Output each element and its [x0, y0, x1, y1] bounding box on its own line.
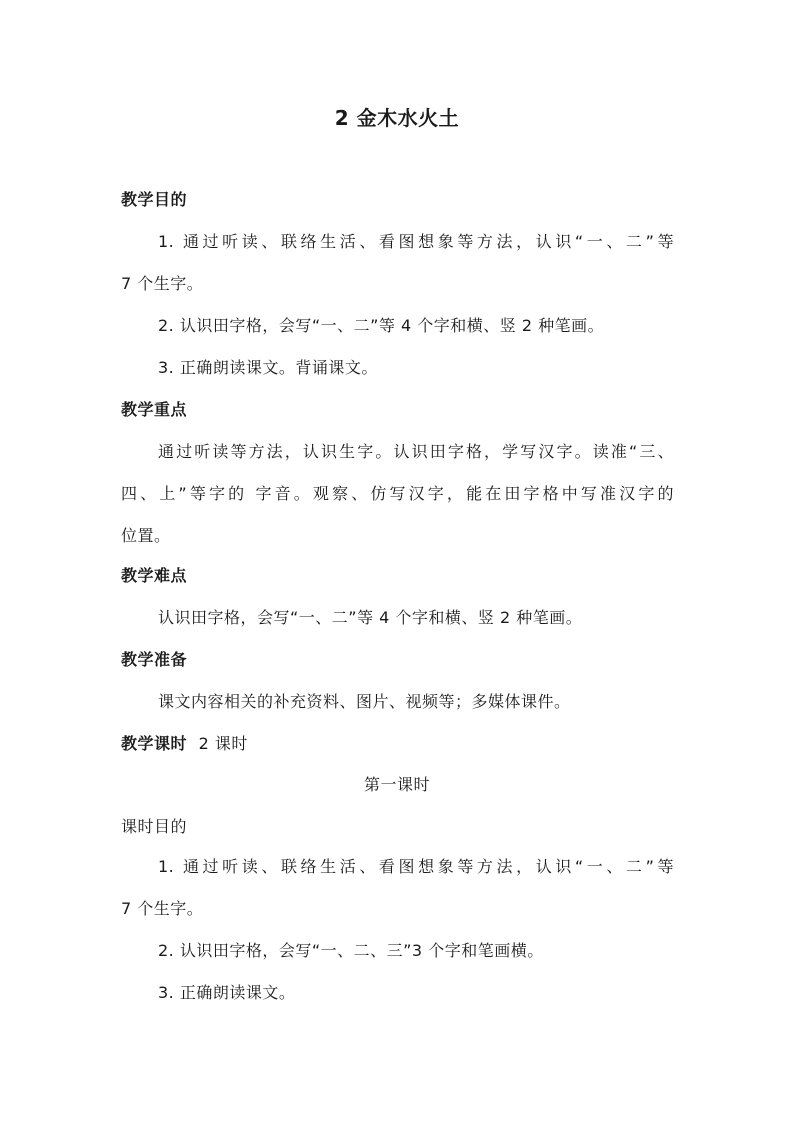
goals-item-1-line-1: 1. 通过听读、联络生活、看图想象等方法，认识“一、二”等: [158, 232, 674, 251]
difficulties-line-1: 认识田字格，会写“一、二”等 4 个字和横、竖 2 种笔画。: [158, 608, 583, 627]
goals-item-2: 2. 认识田字格，会写“一、二”等 4 个字和横、竖 2 种笔画。: [158, 316, 605, 335]
lesson-1-item-1-line-2: 7 个生字。: [121, 899, 204, 918]
difficulties-heading: 教学难点: [121, 566, 188, 585]
preparation-line-1: 课文内容相关的补充资料、图片、视频等；多媒体课件。: [158, 692, 571, 711]
goals-item-3: 3. 正确朗读课文。背诵课文。: [158, 358, 378, 377]
hours-heading: 教学课时: [121, 734, 188, 753]
lesson-1-item-1-line-1: 1. 通过听读、联络生活、看图想象等方法，认识“一、二”等: [158, 857, 674, 876]
goals-heading: 教学目的: [121, 190, 188, 209]
lesson-1-goals-heading: 课时目的: [121, 817, 188, 836]
key-points-line-2: 四、上”等字的 字音。观察、仿写汉字，能在田字格中写准汉字的: [121, 484, 674, 503]
lesson-1-item-3: 3. 正确朗读课文。: [158, 983, 296, 1002]
key-points-heading: 教学重点: [121, 400, 188, 419]
hours-value: 2 课时: [198, 734, 248, 753]
lesson-1-title: 第一课时: [363, 775, 430, 794]
key-points-line-3: 位置。: [121, 526, 171, 545]
hours-row: [121, 734, 248, 754]
preparation-heading: 教学准备: [121, 650, 188, 669]
goals-item-1-line-2: 7 个生字。: [121, 274, 204, 293]
key-points-line-1: 通过听读等方法，认识生字。认识田字格，学写汉字。读准“三、: [158, 442, 674, 461]
lesson-1-item-2: 2. 认识田字格，会写“一、二、三”3 个字和笔画横。: [158, 941, 544, 960]
document-title: 2 金木水火土: [334, 106, 460, 130]
